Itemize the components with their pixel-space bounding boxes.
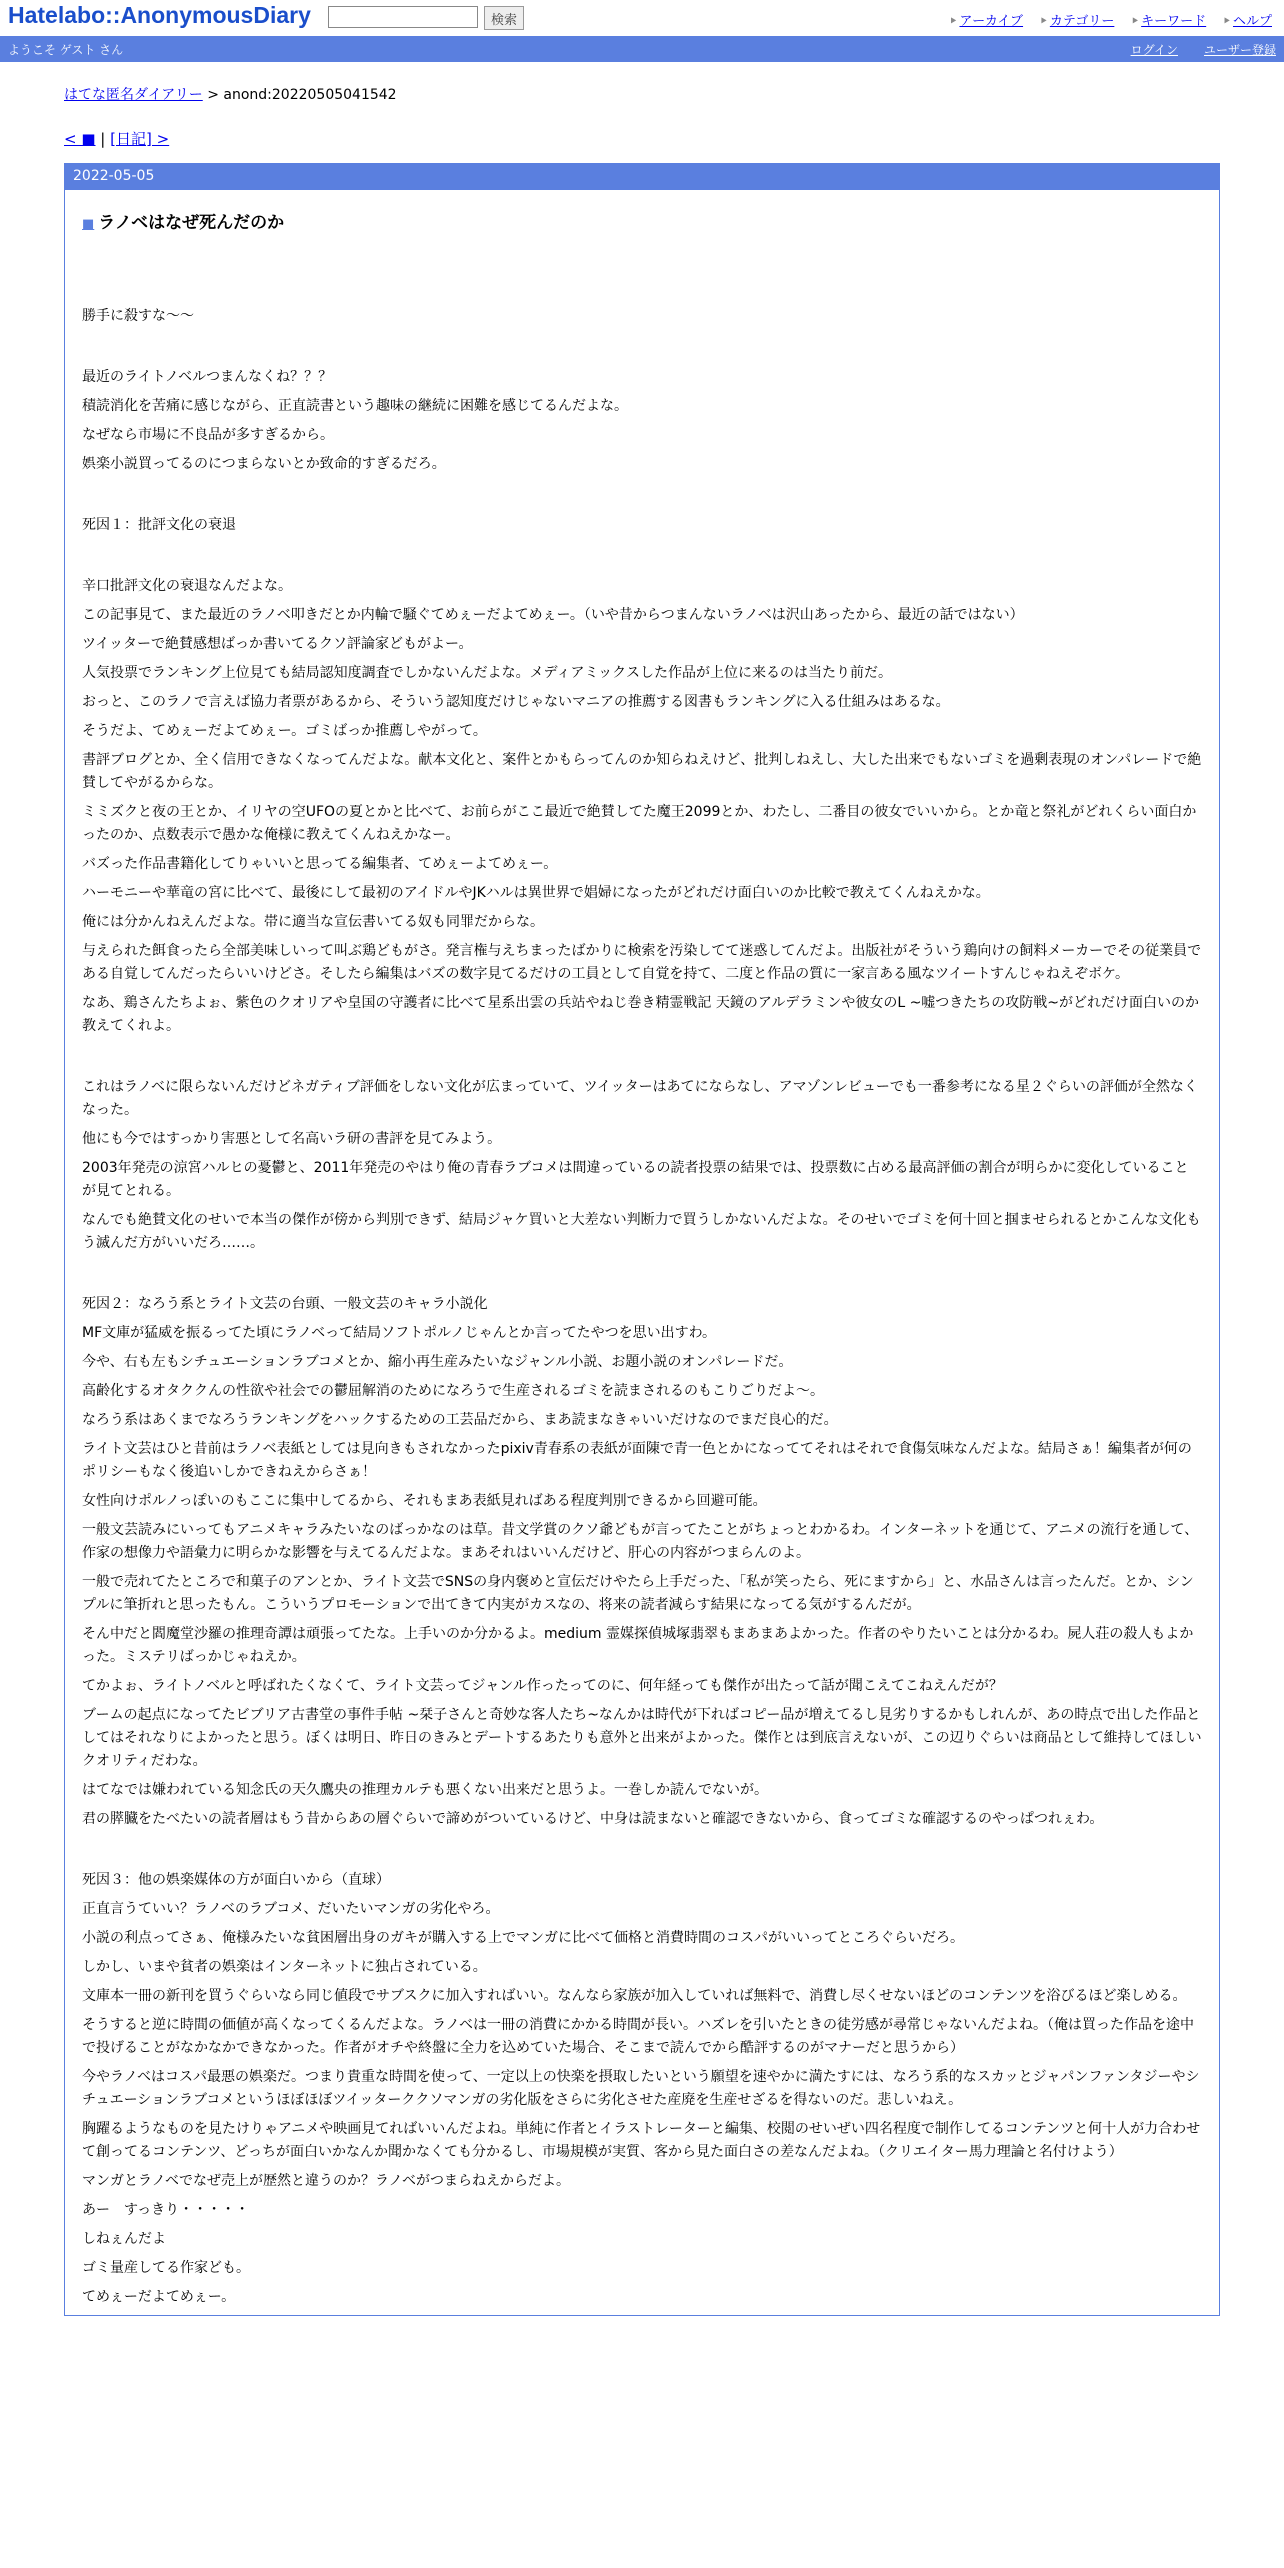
entry-paragraph: 高齢化するオタククんの性欲や社会での鬱屈解消のためになろうで生産されるゴミを読まされるのもこりごりだよ～。 xyxy=(82,1383,824,1399)
entry-paragraph: てかよぉ、ライトノベルと呼ばれたくなくて、ライト文芸ってジャンル作ったってのに、何年経っても傑作が出たって話が聞こえてこねえんだが？ xyxy=(82,1678,1003,1694)
entry-paragraph: おっと、このラノで言えば協力者票があるから、そういう認知度だけじゃないマニアの推薦する図書もランキングに入る仕組みはあるな。 xyxy=(82,694,950,710)
entry-paragraph: そん中だと閻魔堂沙羅の推理奇譚は頑張ってたな。上手いのか分かるよ。medium 霊媒探偵城塚翡翠もまあまあよかった。作者のやりたいことは分かるわ。屍人荘の殺人もよかった。ミステリばっかじゃねえか。 xyxy=(82,1626,1194,1665)
day-section xyxy=(64,163,1220,2316)
main-content xyxy=(64,84,1220,2316)
top-nav-links xyxy=(949,10,1272,29)
entry-paragraph: 一般文芸読みにいってもアニメキャラみたいなのばっかなのは草。昔文学賞のクソ爺どもが言ってたことがちょっとわかるわ。インターネットを通じて、アニメの流行を通して、作家の想像力や語彙力に明らかな影響を与えてるんだよな。まあそれはいいんだけど、肝心の内容がつまらんのよ。 xyxy=(82,1522,1199,1561)
search-input[interactable] xyxy=(328,6,478,28)
entry-paragraph: ライト文芸はひと昔前はラノベ表紙としては見向きもされなかったpixiv青春系の表紙が面陳で青一色とかになっててそれはそれで食傷気味なんだよな。結局さぁ！編集者が何のポリシーもなく後追いしかできねえからさぁ！ xyxy=(82,1441,1192,1480)
entry-paragraph: 今や、右も左もシチュエーションラブコメとか、縮小再生産みたいなジャンル小説、お題小説のオンパレードだ。 xyxy=(82,1354,793,1370)
entry-paragraph: てめぇーだよてめぇー。 xyxy=(82,2289,236,2305)
section-heading-1: 死因１：批評文化の衰退 xyxy=(82,517,236,533)
day-date: 2022-05-05 xyxy=(65,164,1219,190)
entry-paragraph: 女性向けポルノっぽいのもここに集中してるから、それもまあ表紙見ればある程度判別できるから回避可能。 xyxy=(82,1493,767,1509)
account-links xyxy=(1131,41,1276,58)
search-button[interactable]: 検索 xyxy=(484,6,524,30)
arrow-icon: ⯈ xyxy=(1222,15,1231,28)
entry-paragraph: 積読消化を苦痛に感じながら、正直読書という趣味の継続に困難を感じてるんだよな。 xyxy=(82,398,628,414)
category-link[interactable]: カテゴリー xyxy=(1049,14,1115,29)
entry-permalink-icon[interactable]: ■ xyxy=(82,217,95,232)
entry-paragraph: しねぇんだよ xyxy=(82,2231,166,2247)
breadcrumb xyxy=(64,84,1220,104)
top-link-category-wrap xyxy=(1039,10,1114,29)
entry-paragraph: 2003年発売の涼宮ハルヒの憂鬱と、2011年発売のやはり俺の青春ラブコメは間違っているの読者投票の結果では、投票数に占める最高評価の割合が明らかに変化していることが見てとれる。 xyxy=(82,1160,1189,1199)
top-link-archive-wrap xyxy=(949,10,1023,29)
entry-paragraph: なんでも絶賛文化のせいで本当の傑作が傍から判別できず、結局ジャケ買いと大差ない判断力で買うしかないんだよな。そのせいでゴミを何十回と掴ませられるとかこんな文化もう滅んだ方がいいだろ……。 xyxy=(82,1212,1201,1251)
entry-paragraph: バズった作品書籍化してりゃいいと思ってる編集者、てめぇーよてめぇー。 xyxy=(82,856,558,872)
entry-paragraph: 与えられた餌食ったら全部美味しいって叫ぶ鶏どもがさ。発言権与えちまったばかりに検索を汚染してて迷惑してんだよ。出版社がそういう鶏向けの飼料メーカーでその従業員である自覚してんだったらいいけどさ。そしたら編集はバズの数字見てるだけの工員として自覚を持て、二度と作品の質に一家言ある風なツイートすんじゃねえぞボケ。 xyxy=(82,943,1202,982)
site-logo[interactable]: Hatelabo::AnonymousDiary xyxy=(8,2,311,28)
entry-paragraph: なろう系はあくまでなろうランキングをハックするための工芸品だから、まあ読まなきゃいいだけなのでまだ良心的だ。 xyxy=(82,1412,838,1428)
entry-paragraph: 正直言うていい？ラノベのラブコメ、だいたいマンガの劣化やろ。 xyxy=(82,1901,500,1917)
entry-paragraph: これはラノベに限らないんだけどネガティブ評価をしない文化が広まっていて、ツイッターはあてにならなし、アマゾンレビューでも一番参考になる星２ぐらいの評価が全然なくなった。 xyxy=(82,1079,1198,1118)
section-heading-3: 死因３：他の娯楽媒体の方が面白いから（直球） xyxy=(82,1872,390,1888)
entry-paragraph: 一般で売れてたところで和菓子のアンとか、ライト文芸でSNSの身内褒めと宣伝だけやたら上手だった、「私が笑ったら、死にますから」と、水品さんは言ったんだ。とか、シンプルに筆折れと思ったもん。こういうプロモーションで出てきて内実がカスなの、将来の読者減らす結果になってる気がするんだが。 xyxy=(82,1574,1194,1613)
breadcrumb-home-link[interactable]: はてな匿名ダイアリー xyxy=(64,87,203,103)
entry-paragraph: この記事見て、また最近のラノベ叩きだとか内輪で騒ぐてめぇーだよてめぇー。（いや昔からつまんないラノベは沢山あったから、最近の話ではない） xyxy=(82,607,1024,623)
entry-paragraph: 他にも今ではすっかり害悪として名高いラ研の書評を見てみよう。 xyxy=(82,1131,502,1147)
entry-paragraph: 俺には分かんねえんだよな。帯に適当な宣伝書いてる奴も同罪だからな。 xyxy=(82,914,544,930)
entry-paragraph: あー すっきり・・・・・ xyxy=(82,2202,250,2218)
entry-paragraph: はてなでは嫌われている知念氏の天久鷹央の推理カルテも悪くない出来だと思うよ。一巻しか読んでないが。 xyxy=(82,1782,768,1798)
entry-paragraph: そうだよ、てめぇーだよてめぇー。ゴミばっか推薦しやがって。 xyxy=(82,723,487,739)
entry-paragraph: しかし、いまや貧者の娯楽はインターネットに独占されている。 xyxy=(82,1959,487,1975)
section-heading-2: 死因２：なろう系とライト文芸の台頭、一般文芸のキャラ小説化 xyxy=(82,1296,488,1312)
entry-paragraph: ハーモニーや華竜の宮に比べて、最後にして最初のアイドルやJKハルは異世界で娼婦になったがどれだけ面白いのか比較で教えてくんねえかな。 xyxy=(82,885,990,901)
entry-paragraph: 書評ブログとか、全く信用できなくなってんだよな。献本文化と、案件とかもらってんのか知らねえけど、批判しねえし、大した出来でもないゴミを過剰表現のオンパレードで絶賛してやがるからな。 xyxy=(82,752,1202,791)
arrow-icon: ⯈ xyxy=(1039,15,1048,28)
entry-paragraph: ブームの起点になってたビブリア古書堂の事件手帖 ~栞子さんと奇妙な客人たち~なんかは時代が下ればコピー品が増えてるし見劣りするかもしれんが、あの時点で出した作品としてはそれなりによかったと思う。ぼくは明日、昨日のきみとデートするあたりも意外と出来がよかった。傑作とは到底言えないが、この辺りぐらいは商品として維持してほしいクオリティだわな。 xyxy=(82,1707,1202,1769)
top-link-keyword-wrap xyxy=(1130,10,1206,29)
pager-nav xyxy=(64,128,1220,149)
entry-paragraph: 小説の利点ってさぁ、俺様みたいな貧困層出身のガキが購入する上でマンガに比べて価格と消費時間のコスパがいいってところぐらいだろ。 xyxy=(82,1930,964,1946)
day-body xyxy=(65,190,1219,2309)
entry-paragraph: ミミズクと夜の王とか、イリヤの空UFOの夏とかと比べて、お前らがここ最近で絶賛してた魔王2099とか、わたし、二番目の彼女でいいから。とか竜と祭礼がどれくらい面白かったのか、点数表示で愚かな俺様に教えてくんねえかなー。 xyxy=(82,804,1197,843)
entry-paragraph: 君の膵臓をたべたいの読者層はもう昔からあの層ぐらいで諦めがついているけど、中身は読まないと確認できないから、食ってゴミな確認するのやっぱつれぇわ。 xyxy=(82,1811,1104,1827)
register-link[interactable]: ユーザー登録 xyxy=(1203,42,1276,57)
entry-paragraph: 胸躍るようなものを見たけりゃアニメや映画見てればいいんだよね。単純に作者とイラストレーターと編集、校閲のせいぜい四名程度で制作してるコンテンツと何十人が力合わせて創ってるコンテンツ、どっちが面白いかなんか聞かなくても分かるし、市場規模が実質、客から見た面白さの差なんだよね。（クリエイター馬力理論と名付けよう） xyxy=(82,2121,1201,2160)
entry-paragraph: 娯楽小説買ってるのにつまらないとか致命的すぎるだろ。 xyxy=(82,456,446,472)
login-link[interactable]: ログイン xyxy=(1130,42,1178,57)
entry-title-text: ラノベはなぜ死んだのか xyxy=(98,213,285,233)
entry-paragraph: なぜなら市場に不良品が多すぎるから。 xyxy=(82,427,334,443)
entry-paragraph: 辛口批評文化の衰退なんだよな。 xyxy=(82,578,292,594)
entry-paragraph: マンガとラノベでなぜ売上が歴然と違うのか？ラノベがつまらねえからだよ。 xyxy=(82,2173,571,2189)
entry-paragraph: ツイッターで絶賛感想ばっか書いてるクソ評論家どもがよー。 xyxy=(82,636,473,652)
entry-paragraph: 今やラノベはコスパ最悪の娯楽だ。つまり貴重な時間を使って、一定以上の快楽を摂取したいという願望を速やかに満たすには、なろう系的なスカッとジャパンファンタジーやシチュエーションラブコメというほぼほぼツイッターククソマンガの劣化版をさらに劣化させた産廃を生産せざるを得ないのだ。悲しいねえ。 xyxy=(82,2069,1200,2108)
entry-paragraph: 最近のライトノベルつまんなくね？？？ xyxy=(82,369,333,385)
entry-paragraph: ゴミ量産してる作家ども。 xyxy=(82,2260,250,2276)
entry-paragraph: そうすると逆に時間の価値が高くなってくるんだよな。ラノベは一冊の消費にかかる時間が長い。ハズレを引いたときの徒労感が尋常じゃないんだよね。（俺は買った作品を途中で投げることがなかなかできなかった。作者がオチや終盤に全力を込めていた場合、そこまで読んでから酷評するのがマナーだと思うから） xyxy=(82,2017,1195,2056)
top-link-help-wrap xyxy=(1222,10,1272,29)
breadcrumb-separator: > xyxy=(207,87,219,103)
arrow-icon: ⯈ xyxy=(1130,15,1140,28)
help-link[interactable]: ヘルプ xyxy=(1232,14,1272,29)
breadcrumb-current: anond:20220505041542 xyxy=(223,87,397,103)
entry-title xyxy=(82,208,1202,233)
pager-separator: | xyxy=(100,130,106,148)
entry-paragraph: 人気投票でランキング上位見ても結局認知度調査でしかないんだよな。メディアミックスした作品が上位に来るのは当たり前だ。 xyxy=(82,665,893,681)
arrow-icon: ⯈ xyxy=(948,15,958,28)
diary-next-link[interactable]: [日記] > xyxy=(110,130,170,148)
prev-entry-link[interactable]: < ■ xyxy=(64,130,96,148)
entry-paragraph: なあ、鶏さんたちよぉ、紫色のクオリアや皇国の守護者に比べて星系出雲の兵站やねじ巻き精霊戦記 天鏡のアルデラミンや彼女のL ~嘘つきたちの攻防戦~がどれだけ面白いのか教えてくれよ。 xyxy=(82,995,1200,1034)
keyword-link[interactable]: キーワード xyxy=(1141,14,1207,29)
top-header xyxy=(0,0,1284,36)
entry-paragraph: 勝手に殺すな～～ xyxy=(82,308,194,324)
entry-paragraph: MF文庫が猛威を振るってた頃にラノベって結局ソフトポルノじゃんとか言ってたやつを思い出すわ。 xyxy=(82,1325,717,1341)
archive-link[interactable]: アーカイブ xyxy=(959,14,1024,29)
entry-paragraph: 文庫本一冊の新刊を買うぐらいなら同じ値段でサブスクに加入すればいい。なんなら家族が加入していれば無料で、消費し尽くせないほどのコンテンツを浴びるほど楽しめる。 xyxy=(82,1988,1187,2004)
welcome-text: ようこそ ゲスト さん xyxy=(8,42,124,57)
search-form xyxy=(328,6,524,30)
entry-body xyxy=(82,305,1202,2309)
welcome-bar xyxy=(0,36,1284,62)
